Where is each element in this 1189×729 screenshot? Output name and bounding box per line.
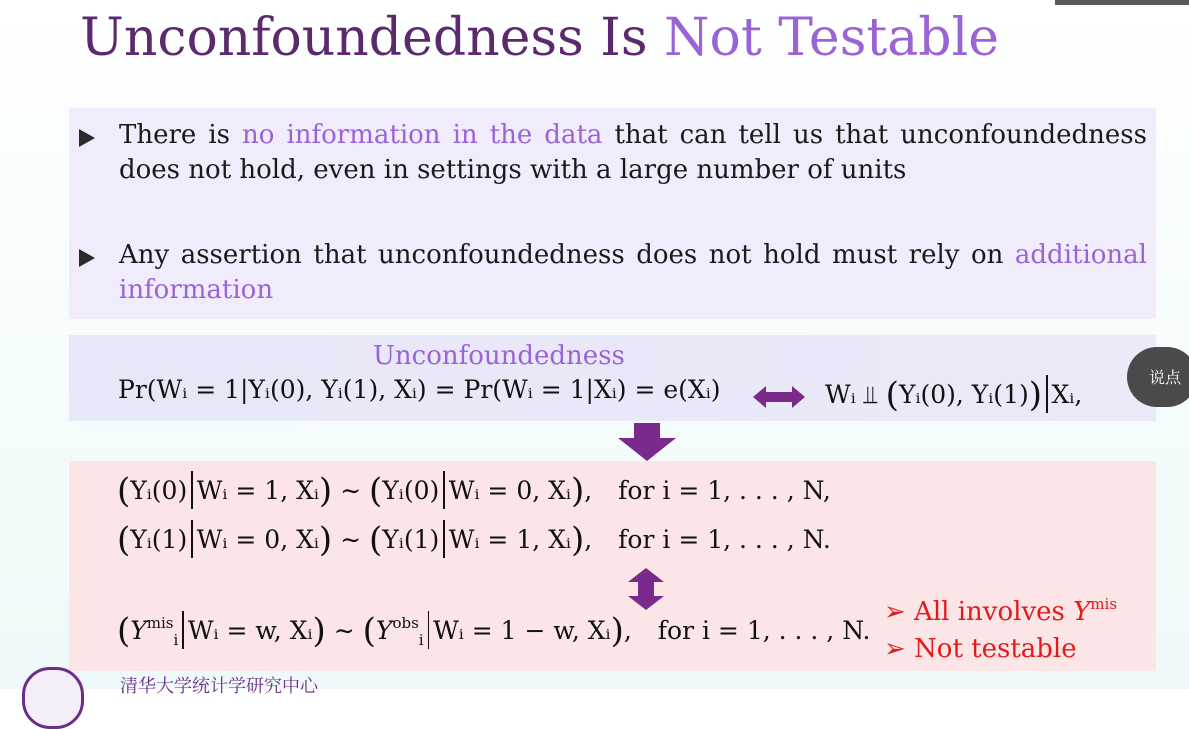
title-accent: Not Testable	[664, 8, 999, 68]
presenter-video-thumbnail	[1055, 0, 1189, 5]
bullet-item-1	[79, 118, 1147, 188]
footer-text: 清华大学统计学研究中心	[120, 676, 318, 697]
triangle-bullet-icon	[79, 249, 95, 267]
comment-button[interactable]	[1127, 347, 1189, 407]
bullet-1-after: that can tell us that unconfoundedness does not hold, even in settings with a large number of units	[119, 120, 1147, 185]
eq3-c-sup: obs	[392, 614, 419, 632]
independence-mid: Yᵢ(0), Yᵢ(1)	[898, 380, 1029, 409]
double-arrow-icon	[753, 386, 805, 408]
eq2-b: Wᵢ = 0, Xᵢ	[196, 525, 319, 554]
eq1-c: Yᵢ(0)	[382, 476, 440, 505]
eq3-b: Wᵢ = w, Xᵢ	[187, 616, 313, 645]
eq2-d: Wᵢ = 1, Xᵢ	[448, 525, 571, 554]
bullet-1-highlight: no information in the data	[242, 120, 603, 150]
implication-formula-panel	[69, 461, 1156, 671]
eq3-for: for i = 1, . . . , N.	[657, 616, 871, 645]
comment-button-label: 说点	[1149, 368, 1182, 387]
eq3-c-base: Y	[375, 616, 393, 645]
bullet-1-before: There is	[119, 120, 243, 150]
equation-line-2: (Yᵢ(1) Wᵢ = 0, Xᵢ) ∼ (Yᵢ(1) Wᵢ = 1, Xᵢ), for i = 1, . . . , N.	[117, 520, 831, 560]
bullet-2-before: Any assertion that unconfoundedness does not hold must rely on	[119, 240, 1015, 270]
eq3-a-sub: i	[173, 631, 179, 649]
down-arrow-icon	[618, 423, 676, 461]
note-1-text: ➢ All involves	[884, 597, 1074, 627]
note-all-involves	[884, 595, 1117, 627]
unconfoundedness-formula-panel	[69, 335, 1156, 421]
eq1-a: Yᵢ(0)	[130, 476, 188, 505]
triangle-bullet-icon	[79, 129, 95, 147]
independence-post: Xᵢ,	[1051, 380, 1083, 409]
eq2-c: Yᵢ(1)	[382, 525, 440, 554]
independence-pre: Wᵢ ⫫	[825, 380, 886, 409]
independence-statement: Wᵢ ⫫ (Yᵢ(0), Yᵢ(1)) Xᵢ,	[825, 375, 1083, 415]
eq3-a-sup: mis	[146, 614, 174, 632]
eq1-d: Wᵢ = 0, Xᵢ	[448, 476, 571, 505]
equation-line-1: (Yᵢ(0) Wᵢ = 1, Xᵢ) ∼ (Yᵢ(0) Wᵢ = 0, Xᵢ), for i = 1, . . . , N,	[117, 471, 831, 511]
bullet-2-highlight: additional information	[119, 240, 1147, 305]
note-not-testable: ➢ Not testable	[884, 634, 1077, 664]
eq3-c-sub: i	[418, 631, 424, 649]
slide-title	[80, 6, 999, 70]
eq2-for: for i = 1, . . . , N.	[618, 525, 831, 554]
eq1-for: for i = 1, . . . , N,	[618, 476, 831, 505]
eq1-b: Wᵢ = 1, Xᵢ	[196, 476, 319, 505]
formula-label: Unconfoundedness	[373, 341, 625, 371]
bullet-panel	[69, 108, 1156, 319]
up-down-arrow-icon	[628, 568, 664, 610]
eq3-d: Wᵢ = 1 − w, Xᵢ	[433, 616, 611, 645]
note-1-var: Y	[1073, 597, 1091, 627]
propensity-equation: Pr(Wᵢ = 1|Yᵢ(0), Yᵢ(1), Xᵢ) = Pr(Wᵢ = 1|Xᵢ) = e(Xᵢ)	[118, 375, 721, 404]
note-1-sup: mis	[1090, 595, 1118, 613]
title-main: Unconfoundedness Is	[80, 8, 665, 68]
equation-line-3: ($Y^{mis}_i$ Wᵢ = w, Xᵢ) ∼ ($Y^{obs}_i$ Wᵢ = 1 − w, Xᵢ), for i = 1, . . . , N.	[117, 611, 871, 651]
bullet-item-2	[79, 238, 1147, 308]
university-logo	[22, 667, 84, 729]
eq3-a-base: Y	[130, 616, 147, 645]
eq2-a: Yᵢ(1)	[130, 525, 188, 554]
